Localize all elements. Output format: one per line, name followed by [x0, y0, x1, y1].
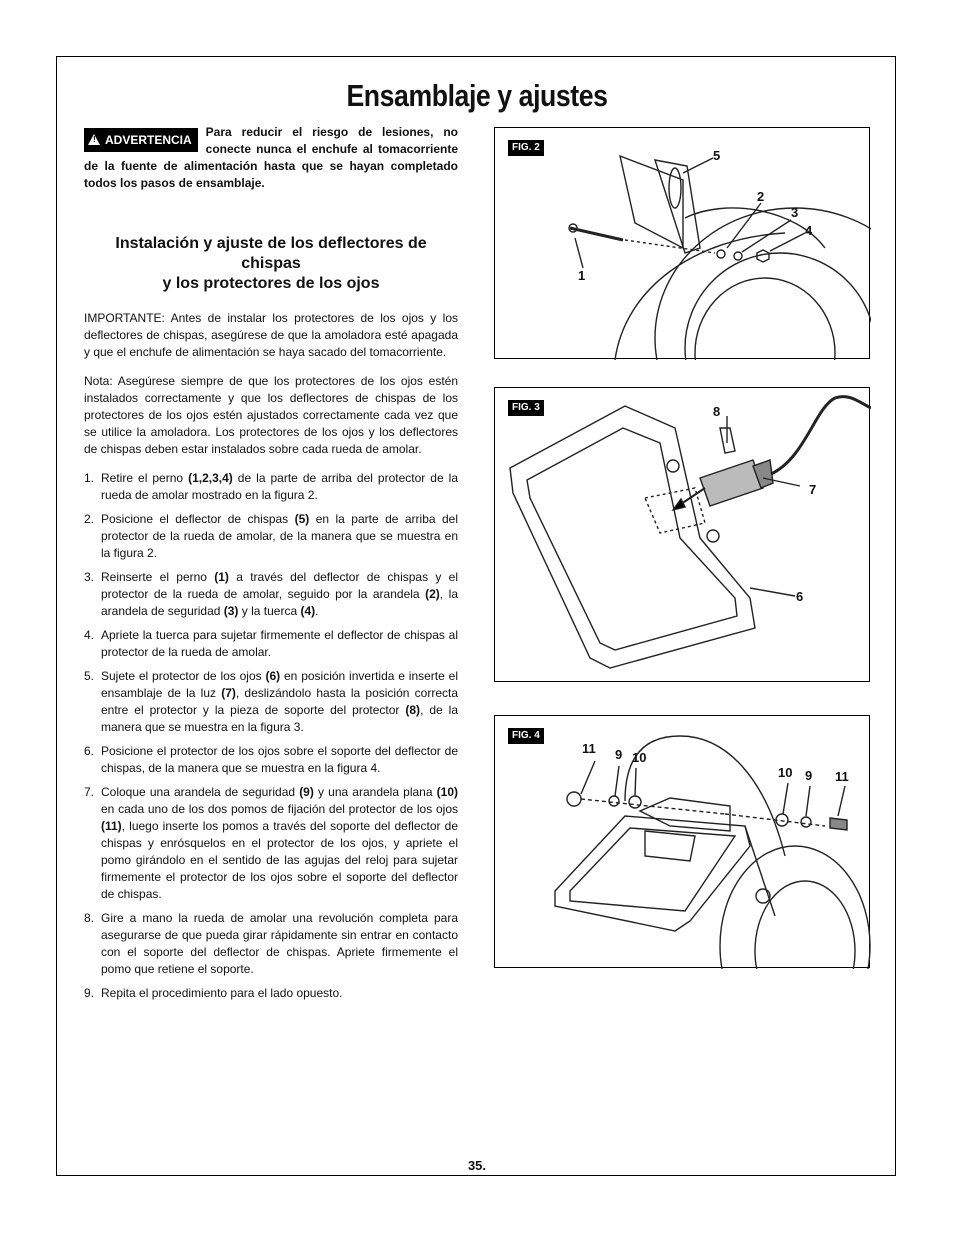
fig4-callout-11-right: 11 — [835, 769, 849, 784]
warning-triangle-icon: ! — [88, 134, 100, 145]
figure-4 — [494, 715, 870, 968]
step-text: . — [315, 604, 319, 618]
fig4-callout-11-left: 11 — [582, 741, 596, 756]
steps-list — [84, 470, 458, 1002]
step-item — [84, 511, 458, 562]
important-paragraph: IMPORTANTE: Antes de instalar los protectores de los ojos y los deflectores de chispas, asegúrese de que la amoladora esté apagada y que el enchufe de alimentación se haya sacado del tomacorriente. — [84, 311, 458, 359]
fig2-callout-2: 2 — [757, 189, 765, 204]
figure-4-illustration — [495, 716, 871, 969]
warning-text: Para reducir el riesgo de lesiones, no conecte nunca el enchufe al tomacorriente de la fuente de alimentación hasta que se hayan completado todos los pasos de ensamblaje. — [84, 125, 458, 190]
figure-3 — [494, 387, 870, 682]
step-number: 3. — [84, 570, 95, 584]
step-text: y una arandela plana — [313, 785, 437, 799]
page-title: Ensamblaje y ajustes — [346, 78, 608, 113]
step-reference: (1,2,3,4) — [188, 471, 233, 485]
note-paragraph: Nota: Asegúrese siempre de que los protectores de los ojos estén instalados correctamente y que los deflectores de chispas de los protectores de los ojos estén ajustados correctamente cada vez que se utilice la amoladora. Los protectores de los ojos y los deflectores de chispas deben estar instalados sobre cada rueda de amolar. — [84, 374, 458, 456]
step-text: , la arandela de seguridad — [101, 587, 458, 618]
step-reference: (11) — [101, 819, 122, 833]
step-reference: (8) — [405, 703, 421, 717]
figure-2-label: FIG. 2 — [508, 140, 544, 156]
step-text: Sujete el protector de los ojos — [101, 669, 266, 683]
step-text: Retire el perno — [101, 471, 189, 485]
step-text: a través del deflector de chispas y el protector de la rueda de amolar, seguido por la arandela — [101, 570, 459, 601]
step-text: Gire a mano la rueda de amolar una revolución completa para asegurarse de que pueda girar rápidamente sin entrar en contacto con el soporte del deflector de chispas. Apriete firmemente el pomo que retiene el soporte. — [101, 911, 458, 976]
section-heading-line2: y los protectores de los ojos — [162, 275, 380, 292]
step-reference: (4) — [300, 604, 316, 618]
step-text: Reinserte el perno — [101, 570, 215, 584]
step-reference: (7) — [221, 686, 236, 700]
figure-4-label: FIG. 4 — [508, 728, 544, 744]
step-reference: (5) — [294, 512, 310, 526]
figure-3-illustration — [495, 388, 871, 683]
step-item — [84, 569, 458, 620]
step-text: Posicione el protector de los ojos sobre el soporte del deflector de chispas, de la manera que se muestra en la figura 4. — [101, 744, 458, 775]
step-text: de la parte de arriba del protector de la rueda de amolar mostrado en la figura 2. — [101, 471, 458, 502]
step-number: 8. — [84, 911, 95, 925]
warning-badge-label: ADVERTENCIA — [105, 133, 192, 147]
step-number: 1. — [84, 471, 95, 485]
figure-3-label: FIG. 3 — [508, 400, 544, 416]
step-reference: (1) — [214, 570, 229, 584]
step-text: , de la manera que se muestra en la figura 3. — [101, 703, 458, 734]
step-item — [84, 470, 458, 504]
warning-badge — [84, 128, 198, 152]
step-reference: (2) — [425, 587, 440, 601]
section-heading — [84, 234, 458, 294]
page-number: 35. — [467, 1158, 487, 1173]
step-number: 2. — [84, 512, 95, 526]
step-text: en posición invertida e inserte el ensamblaje de la luz — [101, 669, 458, 700]
fig2-callout-5: 5 — [713, 148, 721, 163]
step-number: 7. — [84, 785, 95, 799]
step-text: Coloque una arandela de seguridad — [101, 785, 300, 799]
step-number: 9. — [84, 986, 95, 1000]
fig3-callout-7: 7 — [809, 482, 817, 497]
step-text: Posicione el deflector de chispas — [101, 512, 295, 526]
fig4-callout-10-right: 10 — [778, 765, 793, 780]
figure-2 — [494, 127, 870, 359]
warning-block — [84, 124, 458, 192]
fig4-callout-9-right: 9 — [805, 768, 813, 783]
fig2-callout-4: 4 — [805, 223, 813, 238]
step-text: , deslizándolo hasta la posición correcta entre el protector y la pieza de soporte del protector — [101, 686, 458, 717]
step-number: 5. — [84, 669, 95, 683]
step-number: 4. — [84, 628, 95, 642]
step-reference: (3) — [223, 604, 239, 618]
fig2-callout-1: 1 — [578, 268, 586, 283]
fig3-callout-8: 8 — [713, 404, 721, 419]
step-item — [84, 668, 458, 736]
step-reference: (9) — [299, 785, 314, 799]
step-text: en la parte de arriba del protector de la rueda de amolar, de la manera que se muestra en la figura 2. — [101, 512, 458, 560]
fig4-callout-9-left: 9 — [615, 747, 623, 762]
step-text: Repita el procedimiento para el lado opuesto. — [101, 986, 343, 1000]
step-text: , luego inserte los pomos a través del soporte del deflector de chispas y enrósquelos en el protector de los ojos, y apriete el pomo girándolo en el sentido de las agujas del reloj para sujetar firmemente el protector de los ojos sobre el soporte del deflector de chispas. — [101, 819, 458, 901]
step-number: 6. — [84, 744, 95, 758]
step-reference: (10) — [436, 785, 458, 799]
section-heading-line1: Instalación y ajuste de los deflectores de chispas — [115, 235, 427, 272]
step-text: en cada uno de los dos pomos de fijación del protector de los ojos — [101, 802, 458, 816]
figure-2-illustration — [495, 128, 871, 360]
step-item — [84, 784, 458, 903]
fig3-callout-6: 6 — [796, 589, 804, 604]
instructions-column — [84, 124, 458, 1009]
step-item — [84, 910, 458, 978]
step-reference: (6) — [265, 669, 281, 683]
step-item — [84, 743, 458, 777]
fig2-callout-3: 3 — [791, 205, 799, 220]
step-text: y la tuerca — [238, 604, 301, 618]
step-text: Apriete la tuerca para sujetar firmemente el deflector de chispas al protector de la rueda de amolar. — [101, 628, 458, 659]
step-item — [84, 627, 458, 661]
step-item — [84, 985, 458, 1002]
fig4-callout-10-left: 10 — [632, 750, 647, 765]
